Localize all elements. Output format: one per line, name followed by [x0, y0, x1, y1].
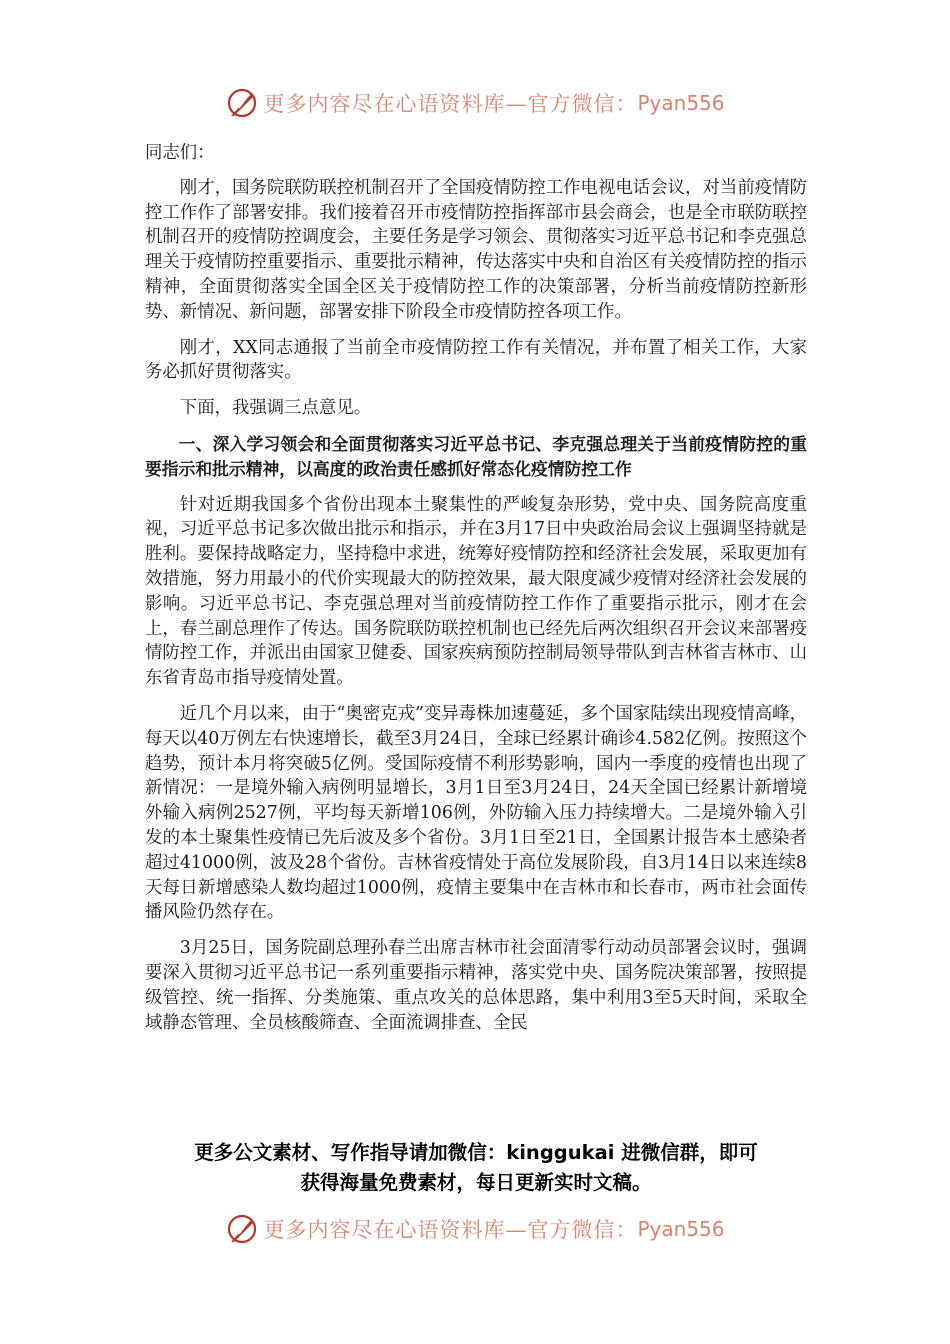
promo-line-1: 更多公文素材、写作指导请加微信：kinggukai 进微信群，即可	[194, 1141, 758, 1164]
document-body	[145, 141, 807, 1046]
paragraph-1: 刚才，国务院联防联控机制召开了全国疫情防控工作电视电话会议，对当前疫情防控工作作了部署安排。我们接着召开市疫情防控指挥部市县会商会，也是全市联防联控机制召开的疫情防控调度会，主要任务是学习领会、贯彻落实习近平总书记和李克强总理关于疫情防控重要指示、重要批示精神，传达落实中央和自治区有关疫情防控的指示精神，全面贯彻落实全国全区关于疫情防控工作的决策部署，分析当前疫情防控新形势、新情况、新问题，部署安排下阶段全市疫情防控各项工作。	[145, 177, 807, 322]
paragraph-4: 针对近期我国多个省份出现本土聚集性的严峻复杂形势，党中央、国务院高度重视，习近平总书记多次做出批示和指示，并在3月17日中央政治局会议上强调坚持就是胜利。要保持战略定力，坚持稳中求进，统筹好疫情防控和经济社会发展，采取更加有效措施，努力用最小的代价实现最大的防控效果，最大限度减少疫情对经济社会发展的影响。习近平总书记、李克强总理对当前疫情防控工作作了重要指示批示，刚才在会上，春兰副总理作了传达。国务院联防联控机制也已经先后两次组织召开会议来部署疫情防控工作，并派出由国家卫健委、国家疾病预防控制局领导带队到吉林省吉林市、山东省青岛市指导疫情处置。	[145, 494, 807, 689]
footer-banner	[0, 1212, 950, 1246]
banner-text: 更多内容尽在心语资料库—官方微信：	[263, 92, 638, 116]
paragraph-6: 3月25日，国务院副总理孙春兰出席吉林市社会面清零行动动员部署会议时，强调要深入贯彻习近平总书记一系列重要指示精神，落实党中央、国务院决策部署，按照提级管控、统一指挥、分类施策、重点攻关的总体思路，集中利用3至5天时间，采取全域静态管理、全员核酸筛查、全面流调排查、全民	[145, 938, 807, 1033]
quill-logo-icon	[225, 1212, 259, 1246]
banner-wechat-id: Pyan556	[637, 91, 725, 115]
section-heading-1: 一、深入学习领会和全面贯彻落实习近平总书记、李克强总理关于当前疫情防控的重要指示和批示精神，以高度的政治责任感抓好常态化疫情防控工作	[145, 433, 807, 479]
promo-line-2: 获得海量免费素材，每日更新实时文稿。	[300, 1171, 652, 1194]
banner-wechat-id: Pyan556	[637, 1217, 725, 1241]
paragraph-5: 近几个月以来，由于“奥密克戎”变异毒株加速蔓延，多个国家陆续出现疫情高峰，每天以40万例左右快速增长，截至3月24日，全球已经累计确诊4.582亿例。按照这个趋势，预计本月将突破5亿例。受国际疫情不利形势影响，国内一季度的疫情也出现了新情况：一是境外输入病例明显增长，3月1日至3月24日，24天全国已经累计新增境外输入病例2527例，平均每天新增106例，外防输入压力持续增大。二是境外输入引发的本土聚集性疫情已先后波及多个省份。3月1日至21日，全国累计报告本土感染者超过41000例，波及28个省份。吉林省疫情处于高位发展阶段，自3月14日以来连续8天每日新增感染人数均超过1000例，疫情主要集中在吉林市和长春市，两市社会面传播风险仍然存在。	[145, 703, 807, 923]
paragraph-3: 下面，我强调三点意见。	[179, 398, 372, 419]
quill-logo-icon	[225, 86, 259, 120]
promo-text	[145, 1138, 807, 1198]
paragraph-2: 刚才，XX同志通报了当前全市疫情防控工作有关情况，并布置了相关工作，大家务必抓好贯彻落实。	[145, 337, 807, 383]
header-banner	[0, 86, 950, 120]
salutation: 同志们：	[145, 143, 215, 163]
banner-text: 更多内容尽在心语资料库—官方微信：	[263, 1218, 638, 1242]
